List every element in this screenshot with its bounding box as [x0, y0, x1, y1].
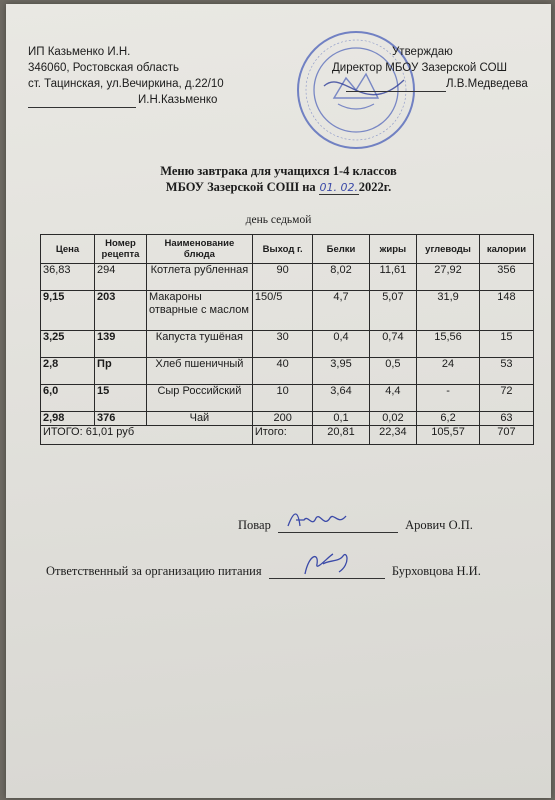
dish-cell: Котлета рубленная — [146, 264, 252, 291]
responsible-name: Бурховцова Н.И. — [391, 564, 481, 578]
day-label: день седьмой — [245, 214, 312, 226]
yield-cell: 10 — [252, 385, 313, 412]
dish-cell: Макароны отварные с маслом — [146, 291, 252, 331]
carbs-cell: 6,2 — [417, 412, 480, 426]
recipe-cell: 203 — [95, 291, 147, 331]
responsible-signature-row — [46, 564, 481, 579]
cook-name: Арович О.П. — [405, 518, 473, 532]
carbs-cell: 31,9 — [417, 291, 480, 331]
price-cell: 36,83 — [41, 264, 95, 291]
responsible-role: Ответственный за организацию питания — [46, 564, 262, 578]
protein-cell: 3,64 — [313, 385, 369, 412]
fat-cell: 0,02 — [369, 412, 417, 426]
dish-cell: Чай — [146, 412, 252, 426]
approval-heading: Утверждаю — [392, 46, 453, 58]
supplier-signature-line — [28, 92, 224, 108]
total-label-cell: Итого: — [252, 426, 313, 445]
supplier-name: ИП Казьменко И.Н. — [28, 46, 131, 58]
total-fat-cell: 22,34 — [369, 426, 417, 445]
cook-signature-row — [238, 518, 473, 533]
table-total-row — [41, 426, 534, 445]
responsible-signature-line — [269, 564, 385, 579]
table-row — [41, 412, 534, 426]
price-cell: 3,25 — [41, 331, 95, 358]
handwritten-date: 01. 02. — [319, 181, 359, 194]
approval-position: Директор МБОУ Зазерской СОШ — [332, 62, 508, 74]
col-kcal-header: калории — [479, 235, 533, 264]
price-cell: 2,98 — [41, 412, 95, 426]
table-row — [41, 264, 534, 291]
col-carbs-header: углеводы — [417, 235, 480, 264]
carbs-cell: 15,56 — [417, 331, 480, 358]
yield-cell: 30 — [252, 331, 313, 358]
fat-cell: 0,74 — [369, 331, 417, 358]
menu-title: Меню завтрака для учащихся 1-4 классов — [160, 164, 397, 178]
carbs-cell: 24 — [417, 358, 480, 385]
fat-cell: 5,07 — [369, 291, 417, 331]
yield-cell: 40 — [252, 358, 313, 385]
cook-role: Повар — [238, 518, 271, 532]
kcal-cell: 63 — [479, 412, 533, 426]
kcal-cell: 53 — [479, 358, 533, 385]
col-recipe-header: Номер рецепта — [95, 235, 147, 264]
price-cell: 9,15 — [41, 291, 95, 331]
kcal-cell: 72 — [479, 385, 533, 412]
recipe-cell: 376 — [95, 412, 147, 426]
protein-cell: 4,7 — [313, 291, 369, 331]
supplier-address-region: 346060, Ростовская область — [28, 62, 180, 74]
carbs-cell: 27,92 — [417, 264, 480, 291]
document-sheet — [6, 4, 551, 798]
table-row — [41, 385, 534, 412]
total-protein-cell: 20,81 — [313, 426, 369, 445]
protein-cell: 0,4 — [313, 331, 369, 358]
approval-signer: Л.В.Медведева — [446, 78, 528, 90]
table-header-row — [41, 235, 534, 264]
cook-signature-line — [278, 518, 398, 533]
kcal-cell: 356 — [479, 264, 533, 291]
price-cell: 2,8 — [41, 358, 95, 385]
dish-cell: Сыр Российский — [146, 385, 252, 412]
recipe-cell: 139 — [95, 331, 147, 358]
protein-cell: 3,95 — [313, 358, 369, 385]
supplier-address-street: ст. Тацинская, ул.Вечиркина, д.22/10 — [28, 78, 224, 90]
yield-cell: 150/5 — [252, 291, 313, 331]
fat-cell: 0,5 — [369, 358, 417, 385]
dish-cell: Капуста тушёная — [146, 331, 252, 358]
yield-cell: 200 — [252, 412, 313, 426]
menu-subtitle — [6, 180, 551, 195]
col-dish-header: Наименование блюда — [146, 235, 252, 264]
col-price-header: Цена — [41, 235, 95, 264]
table-row — [41, 358, 534, 385]
menu-table — [40, 234, 534, 445]
total-kcal-cell: 707 — [479, 426, 533, 445]
recipe-cell: 15 — [95, 385, 147, 412]
approval-block — [332, 44, 528, 92]
recipe-cell: Пр — [95, 358, 147, 385]
protein-cell: 0,1 — [313, 412, 369, 426]
carbs-cell: - — [417, 385, 480, 412]
yield-cell: 90 — [252, 264, 313, 291]
recipe-cell: 294 — [95, 264, 147, 291]
total-price-cell: ИТОГО: 61,01 руб — [41, 426, 253, 445]
total-carbs-cell: 105,57 — [417, 426, 480, 445]
price-cell: 6,0 — [41, 385, 95, 412]
col-protein-header: Белки — [313, 235, 369, 264]
col-yield-header: Выход г. — [252, 235, 313, 264]
school-name: МБОУ Зазерской СОШ на — [165, 180, 316, 194]
table-row — [41, 331, 534, 358]
supplier-block — [28, 44, 224, 108]
kcal-cell: 148 — [479, 291, 533, 331]
cook-signature-icon — [284, 508, 354, 532]
year-label: 2022г. — [358, 180, 392, 194]
col-fat-header: жиры — [369, 235, 417, 264]
supplier-signer: И.Н.Казьменко — [138, 94, 218, 106]
dish-cell: Хлеб пшеничный — [146, 358, 252, 385]
fat-cell: 4,4 — [369, 385, 417, 412]
protein-cell: 8,02 — [313, 264, 369, 291]
kcal-cell: 15 — [479, 331, 533, 358]
approval-signature-line — [332, 76, 528, 92]
table-row — [41, 291, 534, 331]
responsible-signature-icon — [299, 550, 359, 578]
fat-cell: 11,61 — [369, 264, 417, 291]
